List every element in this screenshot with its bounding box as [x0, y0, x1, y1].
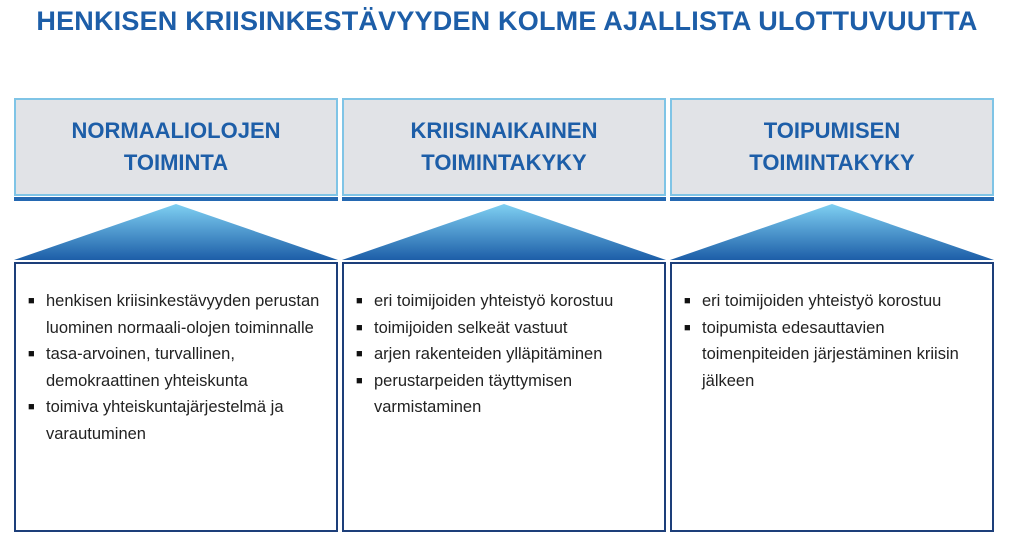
list-item — [354, 368, 654, 421]
column-header-box — [342, 98, 666, 196]
column-content-box — [670, 262, 994, 532]
bullet-square-icon: ■ — [684, 321, 691, 334]
list-item — [354, 288, 654, 315]
list-item-text: arjen rakenteiden ylläpitäminen — [374, 345, 603, 363]
list-item — [354, 341, 654, 368]
dimension-column-recovery — [670, 98, 994, 533]
list-item — [682, 315, 982, 395]
column-content-box — [342, 262, 666, 532]
bullet-square-icon: ■ — [28, 401, 35, 413]
bullet-square-icon: ■ — [356, 374, 363, 387]
column-header-box — [670, 98, 994, 196]
list-item — [682, 288, 982, 315]
page-title: HENKISEN KRIISINKESTÄVYYDEN KOLME AJALLISTA ULOTTUVUUTTA — [36, 6, 978, 36]
header-underline — [14, 197, 338, 201]
list-item — [26, 341, 326, 394]
triangle-arrow-icon — [670, 204, 994, 260]
column-header-title: TOIPUMISEN TOIMINTAKYKY — [749, 118, 915, 175]
list-item-text: eri toimijoiden yhteistyö korostuu — [374, 292, 614, 310]
dimension-column-normal — [14, 98, 338, 533]
list-item-text: toipumista edesauttavien toimenpiteiden järjestäminen kriisin jälkeen — [702, 318, 959, 390]
column-header-box — [14, 98, 338, 196]
list-item-text: toimijoiden selkeät vastuut — [374, 318, 568, 337]
list-item-text: perustarpeiden täyttymisen varmistaminen — [374, 371, 573, 416]
bullet-square-icon: ■ — [28, 295, 35, 307]
bullet-square-icon: ■ — [356, 321, 363, 334]
triangle-arrow-icon — [14, 204, 338, 260]
list-item-text: henkisen kriisinkestävyyden perustan luominen normaali-olojen toiminnalle — [46, 292, 320, 337]
bullet-square-icon: ■ — [684, 295, 691, 307]
dimension-column-crisis — [342, 98, 666, 533]
bullet-square-icon: ■ — [356, 348, 363, 360]
bullet-list — [672, 264, 992, 394]
list-item-text: eri toimijoiden yhteistyö korostuu — [702, 292, 942, 310]
triangle-arrow-icon — [342, 204, 666, 260]
list-item-text: tasa-arvoinen, turvallinen, demokraattinen yhteiskunta — [46, 345, 248, 390]
header-underline — [670, 197, 994, 201]
column-header-title: KRIISINAIKAINEN TOIMINTAKYKY — [410, 118, 598, 175]
list-item-text: toimiva yhteiskuntajärjestelmä ja varautuminen — [46, 398, 284, 443]
bullet-square-icon: ■ — [28, 348, 35, 360]
column-header-title: NORMAALIOLOJEN TOIMINTA — [71, 118, 281, 175]
column-content-box — [14, 262, 338, 532]
list-item — [354, 315, 654, 342]
bullet-list — [344, 264, 664, 421]
header-underline — [342, 197, 666, 201]
bullet-list — [16, 264, 336, 447]
list-item — [26, 394, 326, 447]
bullet-square-icon: ■ — [356, 295, 363, 307]
list-item — [26, 288, 326, 341]
